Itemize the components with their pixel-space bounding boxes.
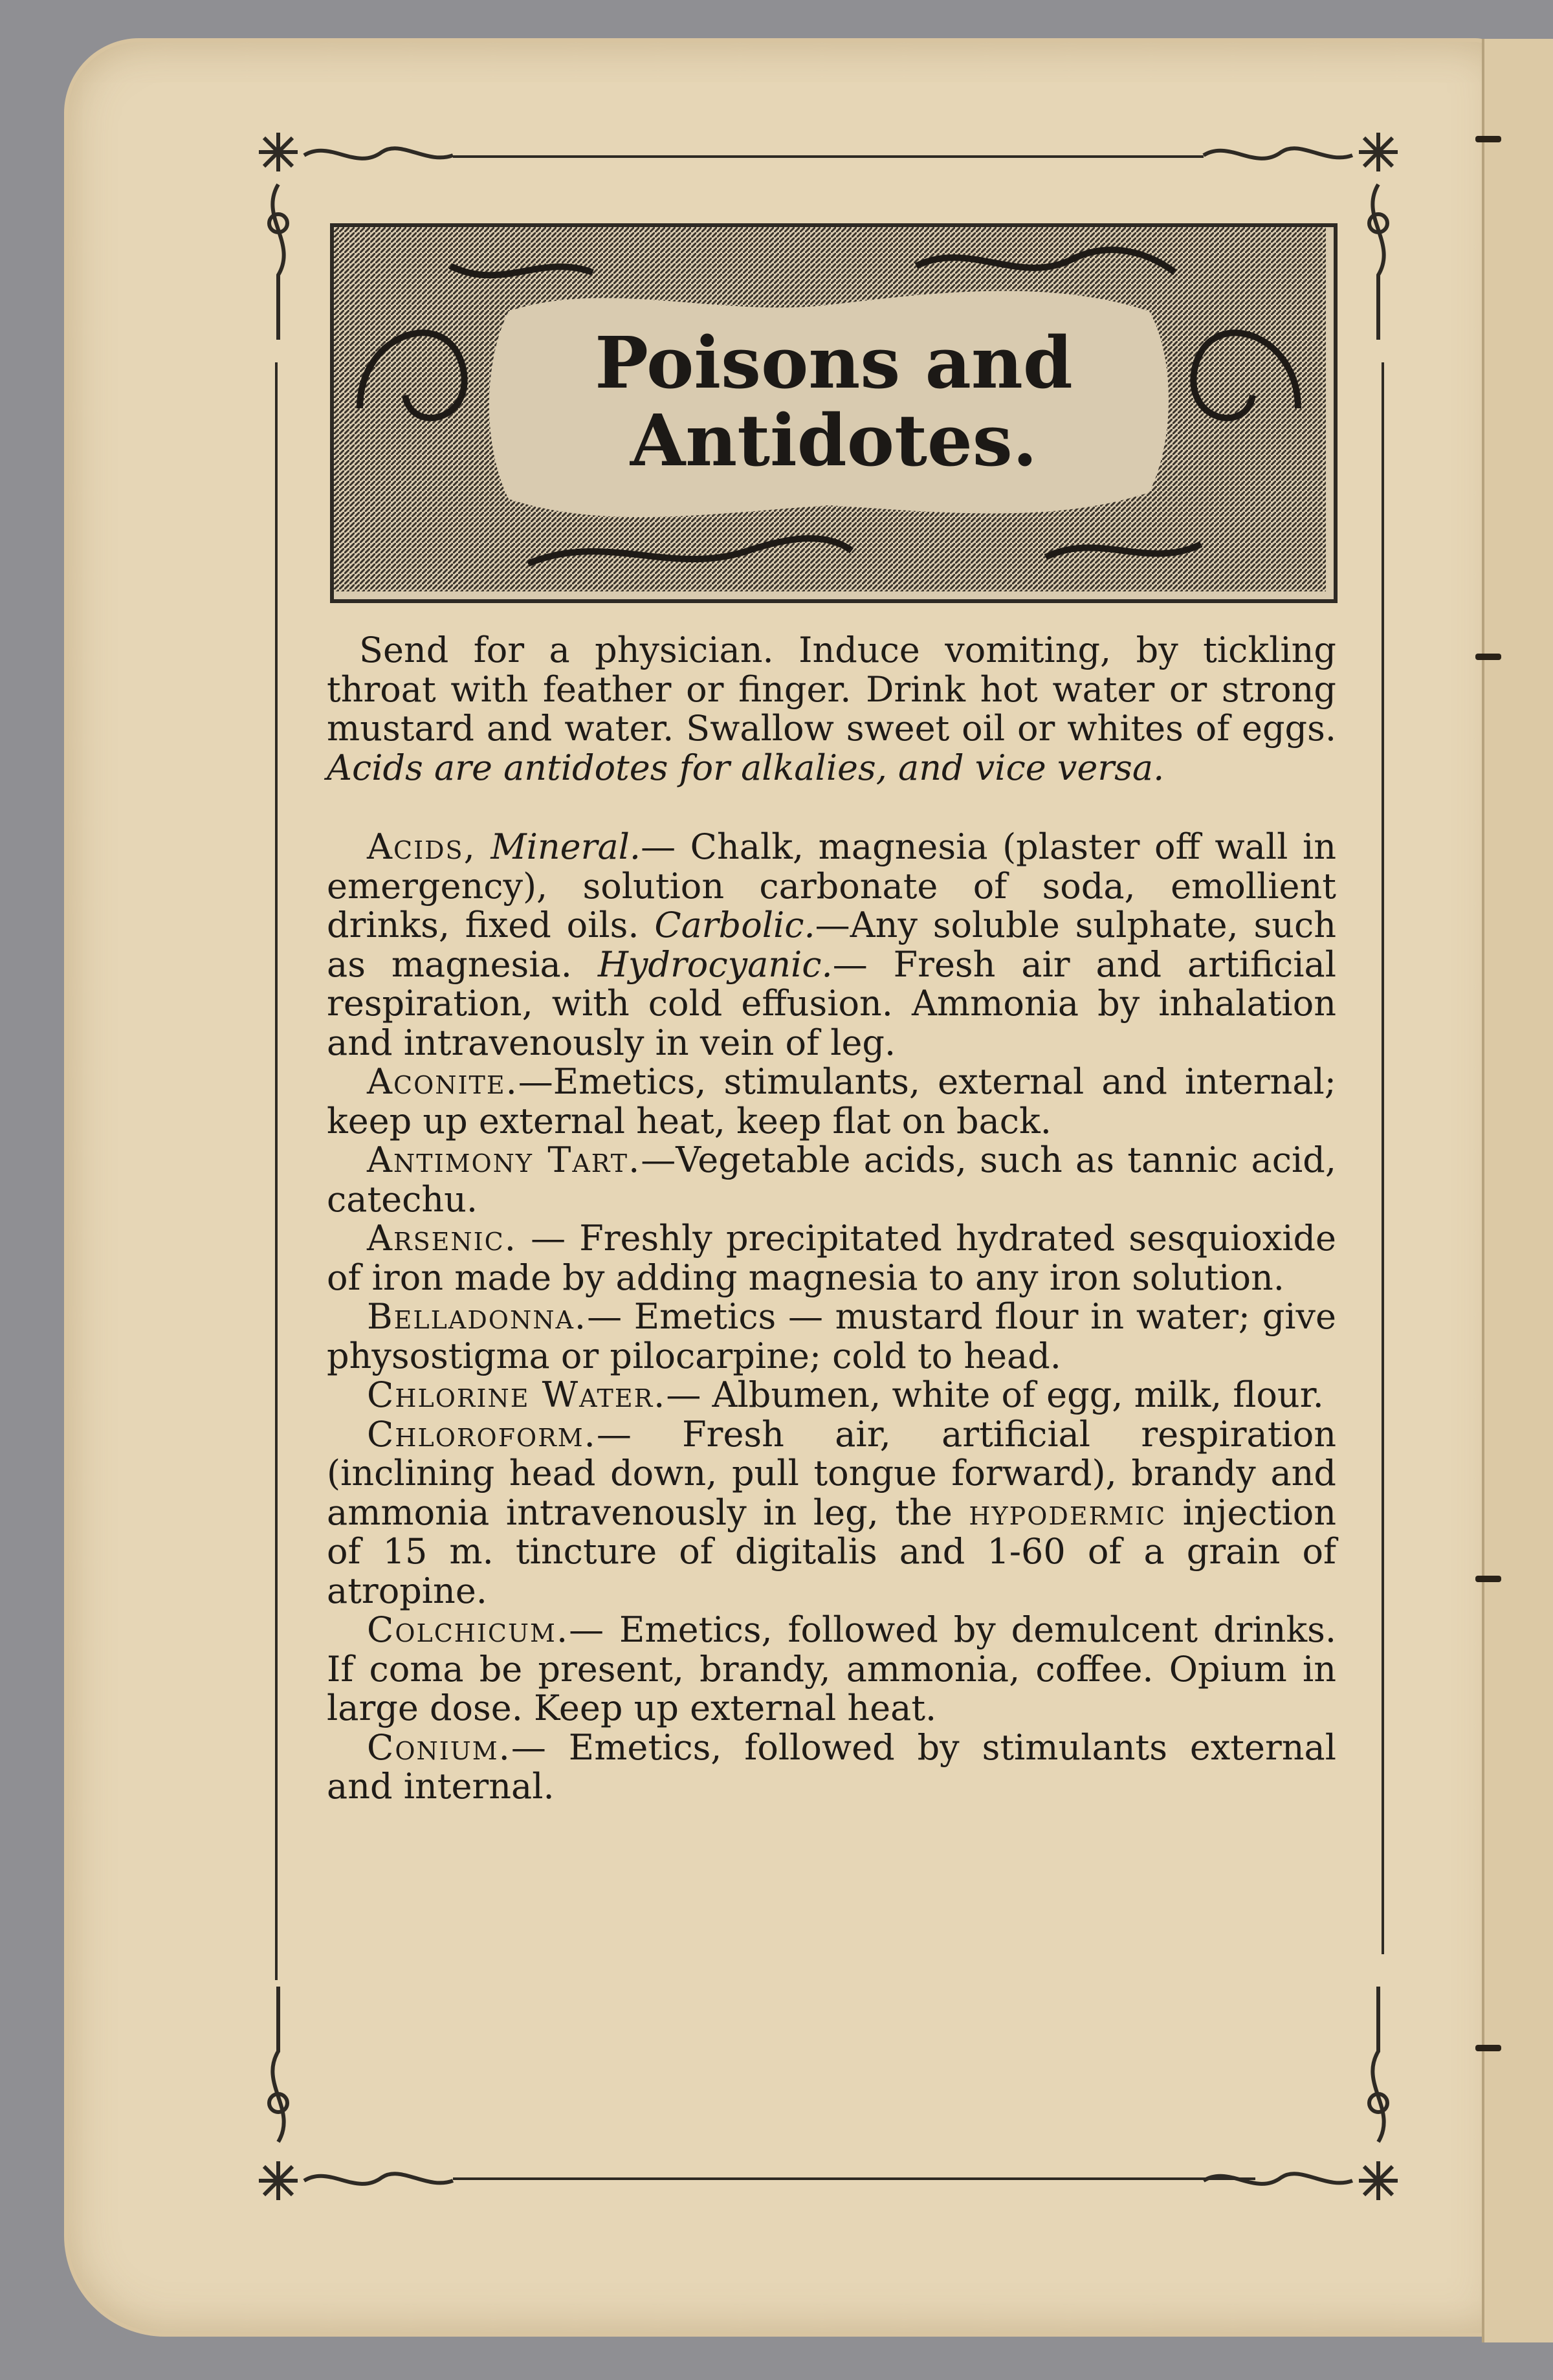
entry-chloroform	[327, 1415, 1336, 1611]
entry-text: — Chalk, magnesia (plaster off wall in emergency), solution carbonate of soda, emollient drinks, fixed oils.	[327, 826, 1336, 945]
entry-conium	[327, 1728, 1336, 1807]
entry-text: —Any soluble sulphate, such as magnesia.	[327, 905, 1337, 985]
facing-page-edge	[1482, 39, 1553, 2342]
entry-text: — Albumen, white of egg, milk, flour.	[666, 1374, 1324, 1415]
entry-name: Chloroform.	[367, 1413, 597, 1455]
entry-text: injection of 15 m. tincture of digitalis and 1-60 of a grain of atropine.	[327, 1492, 1337, 1611]
entry-text: — Emetics, followed by stimulants external and internal.	[327, 1726, 1336, 1807]
frame-top-rule	[453, 155, 1204, 158]
entry-name: Antimony Tart.	[367, 1140, 641, 1180]
entry-text: —Vegetable acids, such as tannic acid, catechu.	[327, 1140, 1336, 1220]
entry-name: Aconite.	[367, 1061, 518, 1102]
entry-arsenic	[327, 1219, 1336, 1297]
title-banner	[330, 223, 1338, 603]
page-title	[334, 321, 1334, 482]
entry-acids	[327, 828, 1336, 1063]
entry-chlorine-water	[327, 1376, 1336, 1415]
frame-right-rule	[1382, 362, 1384, 1954]
entry-text: —Emetics, stimulants, external and internal; keep up external heat, keep flat on back.	[327, 1061, 1336, 1141]
entry-text: — Fresh air, artificial respiration (inclining head down, pull tongue forward), brandy and ammonia intravenously in leg, the	[327, 1413, 1336, 1533]
body-text	[327, 631, 1336, 1807]
intro-italic-note: Acids are antidotes for alkalies, and vice versa.	[327, 747, 1165, 788]
entry-antimony-tart	[327, 1141, 1336, 1219]
intro-paragraph	[327, 631, 1336, 788]
entry-text: — Freshly precipitated hydrated sesquioxide of iron made by adding magnesia to any iron solution.	[327, 1218, 1336, 1298]
entry-name: Acids,	[367, 826, 476, 867]
entry-name: Conium.	[367, 1726, 511, 1768]
entry-smallcaps-term: hypodermic	[969, 1492, 1167, 1533]
entry-name: Colchicum.	[367, 1609, 569, 1650]
entry-name: Belladonna.	[367, 1296, 588, 1337]
ornament-bottom-left-icon	[246, 1974, 466, 2220]
entry-colchicum	[327, 1611, 1336, 1728]
entry-belladonna	[327, 1297, 1336, 1376]
title-line-2: Antidotes.	[630, 399, 1038, 482]
entry-text: — Emetics, followed by demulcent drinks. If coma be present, brandy, ammonia, coffee. Opium in large dose. Keep up external heat.	[327, 1609, 1336, 1728]
entry-subtype: Hydrocyanic.	[597, 943, 833, 985]
entry-subtype: Mineral.	[490, 826, 641, 867]
frame-left-rule	[275, 362, 278, 1980]
entry-text: — Fresh air and artificial respiration, with cold effusion. Ammonia by inhalation and intravenously in vein of leg.	[327, 943, 1336, 1063]
entry-name: Arsenic.	[367, 1218, 517, 1259]
entry-subtype: Carbolic.	[654, 905, 815, 945]
frame-bottom-rule	[453, 2177, 1255, 2180]
entry-name: Chlorine Water.	[367, 1374, 666, 1415]
entry-text: — Emetics — mustard flour in water; give physostigma or pilocarpine; cold to head.	[327, 1296, 1336, 1376]
title-line-1: Poisons and	[595, 321, 1073, 404]
intro-text: Send for a physician. Induce vomiting, by tickling throat with feather or finger. Drink hot water or strong mustard and water. Swallow sweet oil or whites of eggs.	[327, 630, 1336, 749]
ornament-bottom-right-icon	[1191, 1974, 1411, 2220]
entry-aconite	[327, 1063, 1336, 1141]
